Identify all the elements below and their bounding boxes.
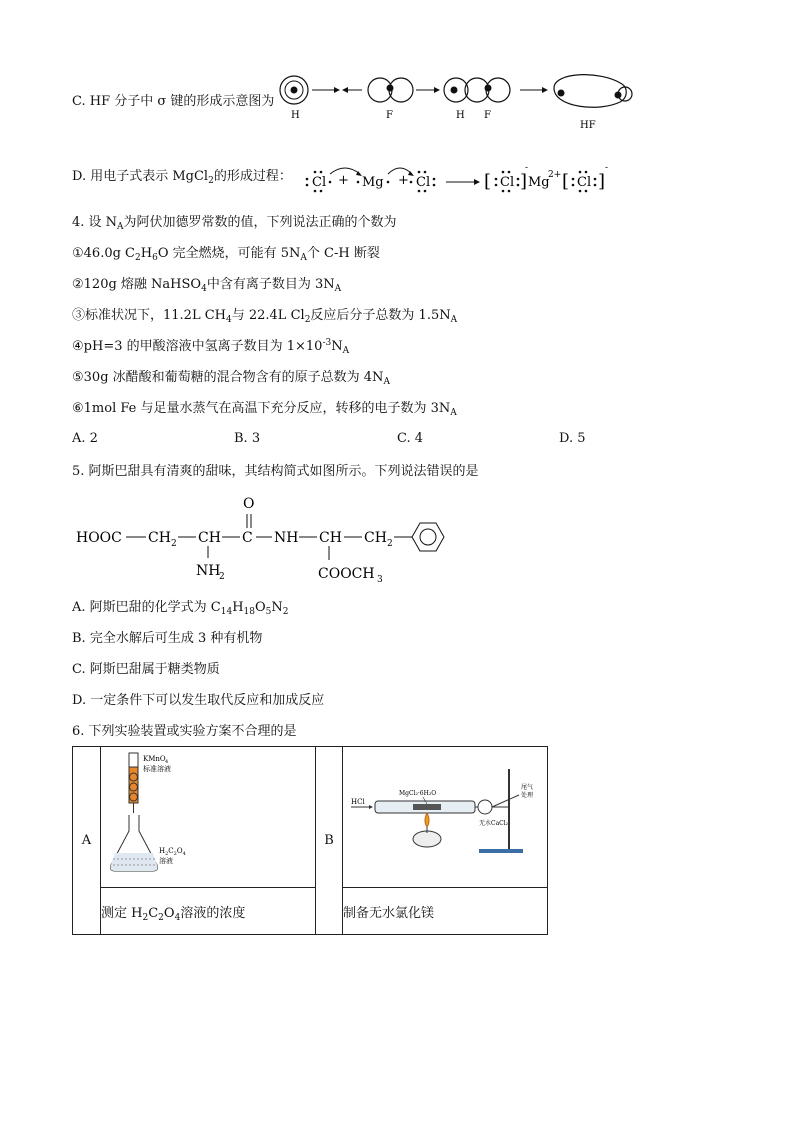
q4-item-3: ③标准状况下，11.2L $CH_4$与 22.4L $Cl_2$反应后分子总数为 $1.5N_A$ (72, 308, 458, 325)
hf-sigma-bond-diagram (270, 66, 650, 132)
svg-text:KMnO: KMnO (143, 755, 166, 763)
q5-option-d[interactable]: D. 一定条件下可以发生取代反应和加成反应 (72, 693, 325, 708)
svg-text:2: 2 (219, 572, 225, 582)
svg-text:NH: NH (274, 530, 299, 546)
q4-option-c[interactable]: C. 4 (397, 431, 424, 446)
svg-text:HCl: HCl (351, 798, 365, 806)
label-f2: F (484, 110, 491, 121)
svg-text:[: [ (484, 171, 492, 192)
titration-apparatus (101, 747, 315, 883)
svg-text:尾气: 尾气 (521, 784, 534, 791)
svg-text:Cl: Cl (312, 175, 327, 190)
label-hf: HF (580, 120, 596, 131)
svg-text:溶液: 溶液 (159, 857, 173, 865)
cell-b-letter: B (316, 747, 343, 935)
q4-item-2: ②120g 熔融 NaHSO$_4$中含有离子数目为 $3N_A$ (72, 277, 342, 294)
label-f1: F (386, 110, 393, 121)
svg-text:处理: 处理 (521, 792, 534, 799)
svg-text:标准溶液: 标准溶液 (143, 765, 171, 773)
cell-a-figure (101, 747, 316, 888)
svg-text:]: ] (598, 171, 606, 192)
cell-b-caption: 制备无水氯化镁 (343, 888, 548, 935)
svg-text:-: - (525, 163, 529, 173)
q4-option-d[interactable]: D. 5 (559, 431, 586, 446)
q5-stem: 5. 阿斯巴甜具有清爽的甜味，其结构简式如图所示。下列说法错误的是 (72, 464, 479, 479)
cell-b-figure (343, 747, 548, 888)
q4-stem: 4. 设 $N_A$为阿伏加德罗常数的值，下列说法正确的个数为 (72, 215, 397, 232)
svg-text:O: O (243, 496, 255, 512)
svg-text:CH: CH (319, 530, 342, 546)
svg-text:+: + (398, 173, 409, 188)
q4-options (72, 431, 632, 449)
svg-text:CH: CH (148, 530, 171, 546)
svg-text:-: - (605, 163, 609, 173)
svg-text:Cl: Cl (500, 175, 515, 190)
label-h1: H (291, 110, 300, 121)
svg-text:[: [ (562, 171, 570, 192)
svg-text:MgCl₂·6H₂O: MgCl₂·6H₂O (399, 790, 437, 797)
q6-experiment-table (72, 746, 548, 935)
svg-text:无水CaCl₂: 无水CaCl₂ (479, 820, 509, 827)
option-c-text: C. HF 分子中 σ 键的形成示意图为 (72, 94, 275, 109)
option-d-text: D. 用电子式表示 MgCl$_2$的形成过程： (72, 169, 292, 186)
cell-a-caption: 测定 $H_2C_2O_4$溶液的浓度 (101, 888, 316, 935)
mgcl2-formation-diagram (300, 160, 620, 196)
svg-text:Cl: Cl (577, 175, 592, 190)
svg-text:HOOC: HOOC (76, 530, 122, 546)
q5-option-b[interactable]: B. 完全水解后可生成 3 种有机物 (72, 631, 263, 646)
svg-text:Cl: Cl (416, 175, 431, 190)
svg-text:CH: CH (364, 530, 387, 546)
svg-text:NH: NH (196, 563, 221, 579)
svg-text:COOCH: COOCH (318, 566, 375, 582)
svg-text:+: + (338, 173, 349, 188)
svg-text:2: 2 (387, 539, 393, 549)
svg-text:2+: 2+ (548, 170, 562, 180)
q4-option-a[interactable]: A. 2 (72, 431, 98, 446)
q5-option-a[interactable]: A. 阿斯巴甜的化学式为 $C_{14}H_{18}O_5N_2$ (72, 600, 289, 617)
svg-text:3: 3 (377, 575, 383, 585)
svg-text:Mg: Mg (362, 175, 384, 190)
mgcl2-dehydration-apparatus (343, 747, 547, 883)
cell-a-letter: A (73, 747, 101, 935)
aspartame-structure (74, 490, 464, 586)
q6-stem: 6. 下列实验装置或实验方案不合理的是 (72, 724, 297, 739)
q4-item-6: ⑥1mol Fe 与足量水蒸气在高温下充分反应，转移的电子数为 $3N_A$ (72, 401, 457, 418)
svg-text:]: ] (520, 171, 528, 192)
q4-item-4: ④pH=3 的甲酸溶液中氢离子数目为 $1\times 10^{-3}N_A$ (72, 338, 350, 356)
svg-text:C: C (242, 530, 253, 546)
svg-text:2: 2 (171, 539, 177, 549)
svg-text:4: 4 (165, 759, 169, 765)
q4-option-b[interactable]: B. 3 (234, 431, 261, 446)
q4-item-1: ①46.0g $C_2H_6O$ 完全燃烧，可能有 $5N_A$个 C-H 断裂 (72, 246, 380, 263)
svg-text:CH: CH (198, 530, 221, 546)
label-h2: H (456, 110, 465, 121)
q4-item-5: ⑤30g 冰醋酸和葡萄糖的混合物含有的原子总数为 $4N_A$ (72, 370, 390, 387)
svg-text:Mg: Mg (528, 175, 550, 190)
q5-option-c[interactable]: C. 阿斯巴甜属于糖类物质 (72, 662, 220, 677)
svg-text:H2C2O4: $H_2C_2O_4$ (159, 847, 186, 857)
